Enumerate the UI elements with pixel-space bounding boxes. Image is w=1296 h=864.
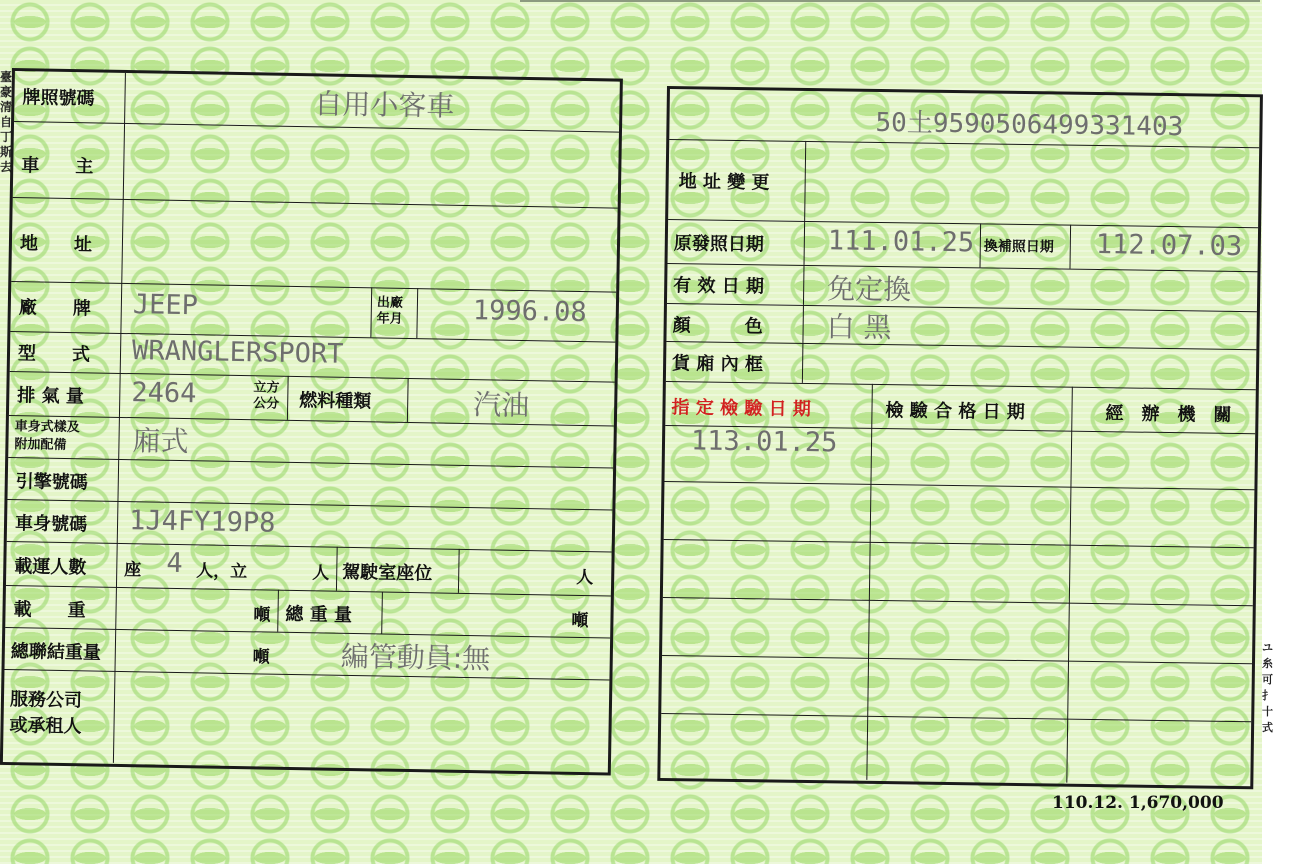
- vin-label: 車身號碼: [14, 513, 88, 536]
- registration-panel: [657, 86, 1263, 789]
- owner-row: [13, 121, 619, 209]
- mfg-label-1: 出廠: [376, 295, 404, 311]
- paper-edge-line: [520, 0, 1260, 2]
- mfg-value: 1996.08: [472, 295, 587, 329]
- vehicle-type-value: 自用小客車: [314, 87, 455, 123]
- service-label-1: 服務公司: [9, 689, 83, 712]
- model-value: WRANGLERSPORT: [131, 335, 344, 370]
- address-change-row: [668, 139, 1259, 228]
- displacement-unit-1: 立方: [253, 380, 280, 396]
- displacement-value: 2464: [131, 377, 197, 410]
- inspection-label: 指 定 檢 驗 日 期: [671, 397, 811, 421]
- body-value: 廂式: [132, 424, 189, 459]
- seat-value: 4: [166, 547, 183, 580]
- valid-value: 免定換: [826, 272, 912, 307]
- load-label: 載 重: [13, 599, 86, 622]
- serial-value: 50土9590506499331403: [875, 107, 1184, 143]
- color-value: 白 黑: [826, 310, 892, 345]
- seat-unit: 人，立: [196, 561, 248, 583]
- inspection-row: [663, 539, 1254, 606]
- driver-seat-unit: 人: [576, 567, 594, 589]
- original-issue-value: 111.01.25: [827, 225, 975, 259]
- inspection-row: [664, 425, 1255, 490]
- address-label: 地 址: [19, 233, 93, 256]
- combined-label: 總聯結重量: [10, 641, 101, 664]
- seat-label: 座: [124, 560, 142, 581]
- reissue-label: 換補照日期: [983, 238, 1054, 256]
- engine-label: 引擎號碼: [15, 471, 88, 494]
- mfg-label-2: 年月: [376, 311, 403, 327]
- address-change-label: 地 址 變 更: [678, 171, 770, 194]
- fuel-value: 汽油: [472, 388, 530, 423]
- body-label-2: 附加配備: [14, 437, 67, 454]
- plate-label: 牌照號碼: [22, 87, 95, 110]
- mobilization-value: 編管動員:無: [340, 639, 491, 676]
- owner-label: 車 主: [21, 155, 94, 178]
- gross-unit: 噸: [571, 610, 589, 632]
- model-label: 型 式: [17, 343, 91, 366]
- displacement-label: 排 氣 量: [17, 385, 85, 408]
- agency-label: 經 辦 機 關: [1105, 403, 1232, 426]
- inspection-row: [662, 597, 1253, 664]
- passed-label: 檢 驗 合 格 日 期: [885, 400, 1025, 424]
- inspection-row: [664, 481, 1255, 548]
- gross-label: 總 重 量: [285, 603, 353, 627]
- driver-seat-label: 駕駛室座位: [342, 561, 433, 585]
- combined-unit: 噸: [252, 647, 270, 668]
- brand-value: JEEP: [132, 289, 199, 322]
- original-issue-label: 原發照日期: [673, 233, 764, 256]
- vin-value: 1J4FY19P8: [128, 505, 276, 539]
- color-label: 顏 色: [672, 315, 763, 338]
- stand-unit: 人: [312, 563, 330, 584]
- vehicle-info-panel: [0, 68, 623, 776]
- address-row: [11, 197, 617, 293]
- load-unit: 噸: [253, 605, 271, 626]
- capacity-label: 載運人數: [14, 556, 87, 579]
- body-label-1: 車身式樣及: [14, 419, 80, 436]
- service-label-2: 或承租人: [9, 715, 82, 738]
- inspection-row: [660, 713, 1251, 785]
- left-margin-text: 臺豪清自丁斯去: [0, 70, 13, 174]
- cargo-label: 貨 廂 內 框: [671, 353, 764, 376]
- valid-label: 有 效 日 期: [673, 275, 765, 298]
- right-margin-text: ユ糸可扌十式: [1262, 641, 1273, 734]
- service-row: [3, 669, 610, 772]
- fuel-label: 燃料種類: [299, 390, 372, 413]
- inspection-value: 113.01.25: [690, 425, 838, 459]
- displacement-unit-2: 公分: [253, 396, 280, 412]
- reissue-value: 112.07.03: [1095, 229, 1243, 263]
- print-code: 110.12. 1,670,000: [1052, 793, 1224, 813]
- inspection-row: [661, 655, 1252, 722]
- brand-label: 廠 牌: [18, 297, 91, 320]
